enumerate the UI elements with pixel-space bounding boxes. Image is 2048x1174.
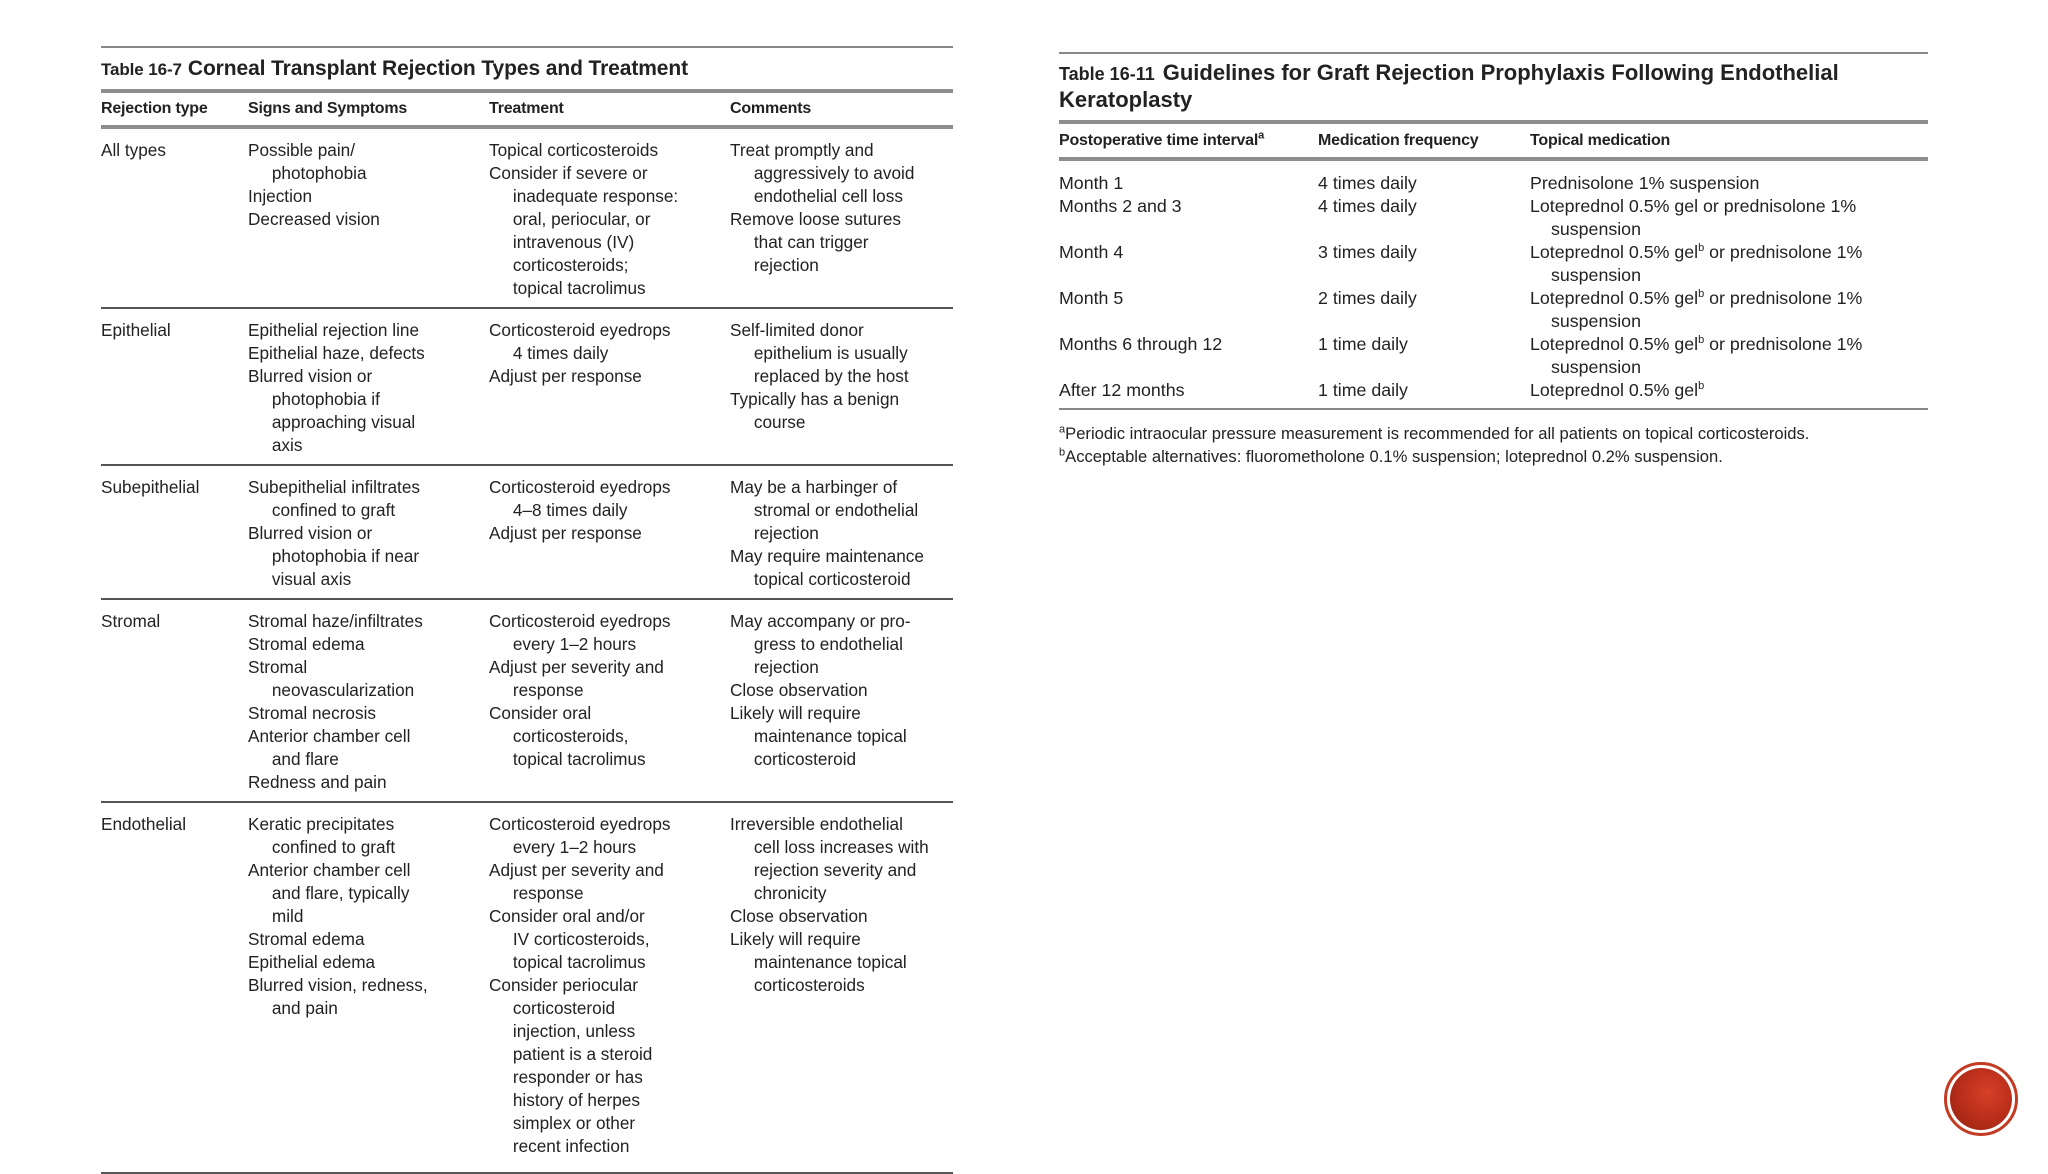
signs-cell <box>248 610 489 794</box>
comments-cell <box>730 319 953 457</box>
treatment-item: topical tacrolimus <box>489 749 646 769</box>
comment-item: rejection <box>730 523 819 543</box>
rejection-type-cell <box>101 610 248 794</box>
comment-item: Treat promptly and <box>730 140 874 160</box>
treatment-item: 4 times daily <box>489 343 609 363</box>
rejection-type-cell <box>101 476 248 591</box>
rejection-type: Subepithelial <box>101 477 200 497</box>
comment-item: May accompany or pro- <box>730 611 911 631</box>
treatment-cell <box>489 476 730 591</box>
interval-cell: Months 2 and 3 <box>1059 196 1182 216</box>
comment-item: rejection severity and <box>730 860 917 880</box>
footnote-mark: b <box>1698 334 1705 347</box>
sign-item: Redness and pain <box>248 772 387 792</box>
comment-item: maintenance topical <box>730 952 907 972</box>
table-row <box>1059 241 1928 287</box>
table-16-7 <box>101 46 953 1174</box>
frequency-cell: 4 times daily <box>1318 173 1417 193</box>
sign-item: Injection <box>248 186 313 206</box>
treatment-item: intravenous (IV) <box>489 232 635 252</box>
footnote-mark: b <box>1059 446 1066 459</box>
treatment-item: inadequate response: <box>489 186 679 206</box>
sign-item: confined to graft <box>248 500 396 520</box>
comment-item: that can trigger <box>730 232 869 252</box>
comment-item: corticosteroid <box>730 749 857 769</box>
rejection-type-cell <box>101 813 248 1158</box>
table-row <box>1059 172 1928 195</box>
column-header-text: Postoperative time interval <box>1059 131 1259 149</box>
medication-cell <box>1530 195 1928 241</box>
sign-item: photophobia if <box>248 389 380 409</box>
sign-item: Blurred vision or <box>248 523 373 543</box>
treatment-item: Topical corticosteroids <box>489 140 659 160</box>
red-circle-fill <box>1950 1068 2012 1130</box>
comment-item: epithelium is usually <box>730 343 908 363</box>
sign-item: photophobia <box>248 163 367 183</box>
medication-text: Loteprednol 0.5% gel <box>1530 334 1699 354</box>
treatment-item: patient is a steroid <box>489 1044 653 1064</box>
treatment-item: Adjust per severity and <box>489 657 664 677</box>
comment-item: rejection <box>730 657 819 677</box>
column-header: Topical medication <box>1530 131 1671 149</box>
treatment-item: corticosteroids; <box>489 255 629 275</box>
sign-item: confined to graft <box>248 837 396 857</box>
comment-item: endothelial cell loss <box>730 186 903 206</box>
sign-item: Stromal necrosis <box>248 703 376 723</box>
footnote-mark: a <box>1059 423 1066 436</box>
red-circle-icon <box>1944 1062 2018 1136</box>
sign-item: and flare <box>248 749 339 769</box>
comments-cell <box>730 813 953 1158</box>
table-header-row <box>101 93 953 129</box>
sign-item: visual axis <box>248 569 352 589</box>
signs-cell <box>248 139 489 300</box>
sign-item: Anterior chamber cell <box>248 860 411 880</box>
interval-cell: Months 6 through 12 <box>1059 334 1223 354</box>
table-number: Table 16-7 <box>101 60 182 79</box>
sign-item: Epithelial haze, defects <box>248 343 425 363</box>
comment-item: maintenance topical <box>730 726 907 746</box>
table-title-text: Guidelines for Graft Rejection Prophylaxis Following Endothelial Keratoplasty <box>1059 60 1839 112</box>
sign-item: Stromal edema <box>248 929 365 949</box>
frequency-cell: 1 time daily <box>1318 334 1408 354</box>
comment-item: corticosteroids <box>730 975 865 995</box>
medication-text: Loteprednol 0.5% gel <box>1530 288 1699 308</box>
treatment-item: history of herpes <box>489 1090 640 1110</box>
sign-item: and pain <box>248 998 338 1018</box>
comment-item: replaced by the host <box>730 366 909 386</box>
treatment-item: topical tacrolimus <box>489 952 646 972</box>
sign-item: Blurred vision, redness, <box>248 975 428 995</box>
medication-text: Loteprednol 0.5% gel <box>1530 380 1699 400</box>
treatment-item: 4–8 times daily <box>489 500 628 520</box>
rejection-type: Stromal <box>101 611 161 631</box>
treatment-item: corticosteroids, <box>489 726 629 746</box>
table-row <box>101 129 953 309</box>
sign-item: Epithelial edema <box>248 952 376 972</box>
sign-item: neovascularization <box>248 680 415 700</box>
treatment-item: Corticosteroid eyedrops <box>489 477 671 497</box>
treatment-item: simplex or other <box>489 1113 636 1133</box>
column-header: Rejection type <box>101 100 208 117</box>
sign-item: mild <box>248 906 304 926</box>
comment-item: Close observation <box>730 906 868 926</box>
interval-cell: Month 1 <box>1059 173 1124 193</box>
table-number: Table 16-11 <box>1059 64 1155 84</box>
interval-cell: Month 4 <box>1059 242 1124 262</box>
table-header-row <box>1059 124 1928 161</box>
sign-item: Decreased vision <box>248 209 380 229</box>
sign-item: photophobia if near <box>248 546 420 566</box>
table-body <box>1059 161 1928 410</box>
footnote-mark: b <box>1698 288 1705 301</box>
footnote-text: Periodic intraocular pressure measurement is recommended for all patients on topical corticosteroids. <box>1065 424 1810 443</box>
medication-text: or prednisolone 1% suspension <box>1551 288 1863 331</box>
frequency-cell: 4 times daily <box>1318 196 1417 216</box>
signs-cell <box>248 319 489 457</box>
sign-item: Subepithelial infiltrates <box>248 477 420 497</box>
frequency-cell: 2 times daily <box>1318 288 1417 308</box>
treatment-item: Adjust per severity and <box>489 860 664 880</box>
table-row <box>1059 333 1928 379</box>
comment-item: chronicity <box>730 883 827 903</box>
rejection-type: Endothelial <box>101 814 187 834</box>
sign-item: Epithelial rejection line <box>248 320 420 340</box>
treatment-item: Consider periocular <box>489 975 639 995</box>
rejection-type-cell <box>101 139 248 300</box>
table-footnotes <box>1059 410 1928 468</box>
sign-item: approaching visual <box>248 412 416 432</box>
comment-item: rejection <box>730 255 819 275</box>
comment-item: Remove loose sutures <box>730 209 902 229</box>
table-title <box>101 56 953 89</box>
treatment-item: topical tacrolimus <box>489 278 646 298</box>
column-header: Comments <box>730 100 812 117</box>
sign-item: axis <box>248 435 303 455</box>
footnote <box>1059 422 1928 445</box>
comment-item: cell loss increases with <box>730 837 929 857</box>
comment-item: Irreversible endothelial <box>730 814 903 834</box>
comment-item: course <box>730 412 806 432</box>
table-row <box>101 466 953 600</box>
comment-item: stromal or endothelial <box>730 500 919 520</box>
column-header <box>1059 129 1318 150</box>
treatment-item: Corticosteroid eyedrops <box>489 814 671 834</box>
rejection-type: Epithelial <box>101 320 171 340</box>
footnote-mark: b <box>1698 380 1705 393</box>
comments-cell <box>730 610 953 794</box>
comment-item: Likely will require <box>730 929 861 949</box>
medication-cell <box>1530 172 1928 195</box>
medication-text: or prednisolone 1% suspension <box>1551 242 1863 285</box>
column-header: Medication frequency <box>1318 131 1479 149</box>
treatment-item: Consider oral and/or <box>489 906 645 926</box>
comment-item: Likely will require <box>730 703 861 723</box>
comments-cell <box>730 476 953 591</box>
comment-item: May require maintenance <box>730 546 924 566</box>
treatment-cell <box>489 319 730 457</box>
sign-item: Stromal haze/infiltrates <box>248 611 423 631</box>
table-row <box>101 600 953 803</box>
treatment-item: Corticosteroid eyedrops <box>489 611 671 631</box>
medication-cell <box>1530 241 1928 287</box>
medication-text: or prednisolone 1% suspension <box>1551 334 1863 377</box>
sign-item: Possible pain/ <box>248 140 356 160</box>
medication-text: Prednisolone 1% suspension <box>1530 173 1760 193</box>
interval-cell: Month 5 <box>1059 288 1124 308</box>
treatment-item: Consider if severe or <box>489 163 648 183</box>
interval-cell: After 12 months <box>1059 380 1185 400</box>
sign-item: Stromal <box>248 657 308 677</box>
column-header: Treatment <box>489 100 564 117</box>
medication-cell <box>1530 333 1928 379</box>
comment-item: Close observation <box>730 680 868 700</box>
table-title <box>1059 60 1928 120</box>
table-title-text: Corneal Transplant Rejection Types and Treatment <box>187 57 688 80</box>
medication-text: Loteprednol 0.5% gel <box>1530 242 1699 262</box>
signs-cell <box>248 476 489 591</box>
comment-item: Self-limited donor <box>730 320 864 340</box>
footnote-mark: b <box>1698 242 1705 255</box>
rejection-type-cell <box>101 319 248 457</box>
table-row <box>101 309 953 466</box>
medication-text: Loteprednol 0.5% gel or prednisolone 1% suspension <box>1530 196 1857 239</box>
medication-cell <box>1530 379 1928 402</box>
table-row <box>101 803 953 1174</box>
treatment-item: Consider oral <box>489 703 592 723</box>
treatment-item: response <box>489 883 584 903</box>
treatment-item: IV corticosteroids, <box>489 929 650 949</box>
treatment-cell <box>489 139 730 300</box>
sign-item: Keratic precipitates <box>248 814 395 834</box>
comment-item: May be a harbinger of <box>730 477 898 497</box>
treatment-item: injection, unless <box>489 1021 636 1041</box>
table-16-11 <box>1059 52 1928 468</box>
treatment-item: Adjust per response <box>489 366 642 386</box>
rejection-type: All types <box>101 140 166 160</box>
comments-cell <box>730 139 953 300</box>
comment-item: Typically has a benign <box>730 389 900 409</box>
table-row <box>1059 379 1928 402</box>
treatment-item: every 1–2 hours <box>489 837 637 857</box>
table-top-rule <box>1059 52 1928 54</box>
treatment-item: Corticosteroid eyedrops <box>489 320 671 340</box>
footnote <box>1059 445 1928 468</box>
frequency-cell: 3 times daily <box>1318 242 1417 262</box>
sign-item: Blurred vision or <box>248 366 373 386</box>
treatment-cell <box>489 610 730 794</box>
table-row <box>1059 195 1928 241</box>
treatment-item: Adjust per response <box>489 523 642 543</box>
footnote-text: Acceptable alternatives: fluorometholone 0.1% suspension; loteprednol 0.2% suspension. <box>1065 447 1723 466</box>
medication-cell <box>1530 287 1928 333</box>
table-row <box>1059 287 1928 333</box>
frequency-cell: 1 time daily <box>1318 380 1408 400</box>
footnote-mark: a <box>1258 129 1265 142</box>
column-header: Signs and Symptoms <box>248 100 408 117</box>
treatment-cell <box>489 813 730 1158</box>
comment-item: topical corticosteroid <box>730 569 911 589</box>
sign-item: Stromal edema <box>248 634 365 654</box>
sign-item: Anterior chamber cell <box>248 726 411 746</box>
treatment-item: oral, periocular, or <box>489 209 651 229</box>
treatment-item: responder or has <box>489 1067 643 1087</box>
treatment-item: corticosteroid <box>489 998 616 1018</box>
sign-item: and flare, typically <box>248 883 410 903</box>
treatment-item: recent infection <box>489 1136 630 1156</box>
treatment-item: response <box>489 680 584 700</box>
table-top-rule <box>101 46 953 48</box>
comment-item: gress to endothelial <box>730 634 903 654</box>
signs-cell <box>248 813 489 1158</box>
comment-item: aggressively to avoid <box>730 163 915 183</box>
treatment-item: every 1–2 hours <box>489 634 637 654</box>
